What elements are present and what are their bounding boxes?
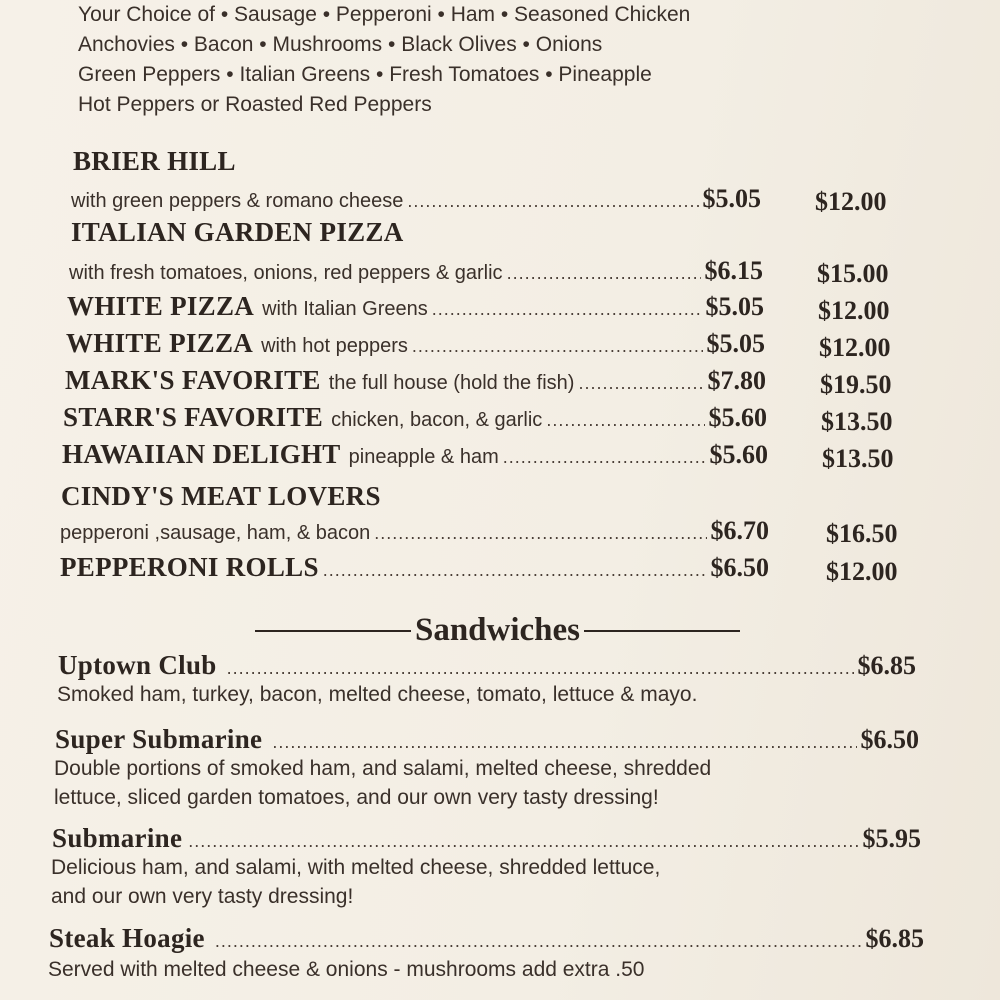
pizza-row <box>60 516 769 546</box>
divider <box>255 630 411 632</box>
pizza-price-small: $5.60 <box>708 403 767 432</box>
leader-dots <box>578 373 703 394</box>
pizza-price-small: $5.05 <box>702 184 761 213</box>
pizza-price-small: $6.50 <box>710 553 769 582</box>
pizza-desc: pineapple & ham <box>348 446 499 468</box>
pizza-price-small: $5.60 <box>709 440 768 469</box>
pizza-name: STARR'S FAVORITE <box>63 402 324 432</box>
pizza-price-large: $12.00 <box>815 187 887 216</box>
pizza-price-large: $12.00 <box>819 333 891 362</box>
pizza-price-large: $12.00 <box>818 296 890 325</box>
pizza-price-small: $6.15 <box>704 256 763 285</box>
section-header-sandwiches <box>255 612 740 649</box>
pizza-name: CINDY'S MEAT LOVERS <box>61 481 381 511</box>
pizza-row <box>66 328 765 359</box>
pizza-name: BRIER HILL <box>73 146 236 176</box>
pizza-desc: with hot peppers <box>261 335 408 357</box>
pizza-desc: with green peppers & romano cheese <box>71 190 404 212</box>
pizza-price-large: $12.00 <box>826 557 898 586</box>
pizza-row <box>62 439 768 470</box>
pizza-name: WHITE PIZZA <box>66 328 254 358</box>
pizza-name: ITALIAN GARDEN PIZZA <box>71 217 404 247</box>
leader-dots <box>412 336 703 357</box>
pizza-name: MARK'S FAVORITE <box>65 365 321 395</box>
pizza-row <box>60 552 769 583</box>
pizza-price-small: $7.80 <box>707 366 766 395</box>
leader-dots <box>503 447 706 468</box>
sandwich-desc <box>57 680 697 709</box>
pizza-row <box>71 184 761 214</box>
leader-dots <box>227 658 854 679</box>
pizza-row <box>63 402 767 433</box>
pizza-desc: pepperoni ,sausage, ham, & bacon <box>60 522 371 544</box>
leader-dots <box>507 263 701 284</box>
sandwich-desc-line: Double portions of smoked ham, and salami, melted cheese, shredded <box>54 757 712 780</box>
toppings-line: Hot Peppers or Roasted Red Peppers <box>78 93 432 116</box>
leader-dots <box>374 523 706 544</box>
sandwich-desc <box>51 853 660 911</box>
pizza-price-large: $13.50 <box>822 444 894 473</box>
pizza-row <box>67 291 764 322</box>
pizza-desc: the full house (hold the fish) <box>328 372 575 394</box>
leader-dots <box>407 191 698 212</box>
sandwich-price: $5.95 <box>862 824 921 853</box>
sandwich-row <box>52 823 921 854</box>
toppings-line: Anchovies • Bacon • Mushrooms • Black Olives • Onions <box>78 33 603 56</box>
sandwich-price: $6.85 <box>865 924 924 953</box>
pizza-name: WHITE PIZZA <box>67 291 255 321</box>
leader-dots <box>323 560 707 581</box>
pizza-desc: chicken, bacon, & garlic <box>331 409 543 431</box>
sandwich-desc-line: lettuce, sliced garden tomatoes, and our own very tasty dressing! <box>54 786 659 809</box>
pizza-desc: with Italian Greens <box>262 298 428 320</box>
leader-dots <box>546 410 704 431</box>
sandwich-name: Super Submarine <box>55 724 263 754</box>
pizza-name: PEPPERONI ROLLS <box>60 552 319 582</box>
leader-dots <box>432 299 702 320</box>
sandwich-desc-line: Served with melted cheese & onions - mushrooms add extra .50 <box>48 958 645 981</box>
pizza-price-large: $16.50 <box>826 519 898 548</box>
toppings-line: Your Choice of • Sausage • Pepperoni • Ham • Seasoned Chicken <box>78 3 691 26</box>
leader-dots <box>188 831 858 852</box>
leader-dots <box>272 732 856 753</box>
sandwich-row <box>58 650 916 681</box>
leader-dots <box>215 931 862 952</box>
sandwich-price: $6.50 <box>860 725 919 754</box>
sandwich-price: $6.85 <box>857 651 916 680</box>
sandwich-row <box>55 724 919 755</box>
pizza-desc: with fresh tomatoes, onions, red peppers & garlic <box>69 262 503 284</box>
section-title: Sandwiches <box>414 612 581 648</box>
pizza-price-small: $5.05 <box>706 329 765 358</box>
pizza-price-large: $15.00 <box>817 259 889 288</box>
divider <box>584 630 740 632</box>
pizza-price-small: $5.05 <box>705 292 764 321</box>
sandwich-desc-line: Smoked ham, turkey, bacon, melted cheese, tomato, lettuce & mayo. <box>57 683 698 706</box>
sandwich-row <box>49 923 924 954</box>
toppings-line: Green Peppers • Italian Greens • Fresh Tomatoes • Pineapple <box>78 63 652 86</box>
pizza-row <box>65 365 766 396</box>
pizza-price-large: $13.50 <box>821 407 893 436</box>
pizza-price-large: $19.50 <box>820 370 892 399</box>
sandwich-name: Uptown Club <box>58 650 217 680</box>
sandwich-name: Submarine <box>52 823 183 853</box>
sandwich-desc <box>48 955 644 984</box>
sandwich-desc <box>54 754 711 812</box>
sandwich-name: Steak Hoagie <box>49 923 205 953</box>
sandwich-desc-line: Delicious ham, and salami, with melted cheese, shredded lettuce, <box>51 856 661 879</box>
pizza-price-small: $6.70 <box>710 516 769 545</box>
toppings-list <box>78 0 690 120</box>
pizza-name: HAWAIIAN DELIGHT <box>62 439 341 469</box>
sandwich-desc-line: and our own very tasty dressing! <box>51 885 354 908</box>
pizza-row <box>69 256 763 286</box>
